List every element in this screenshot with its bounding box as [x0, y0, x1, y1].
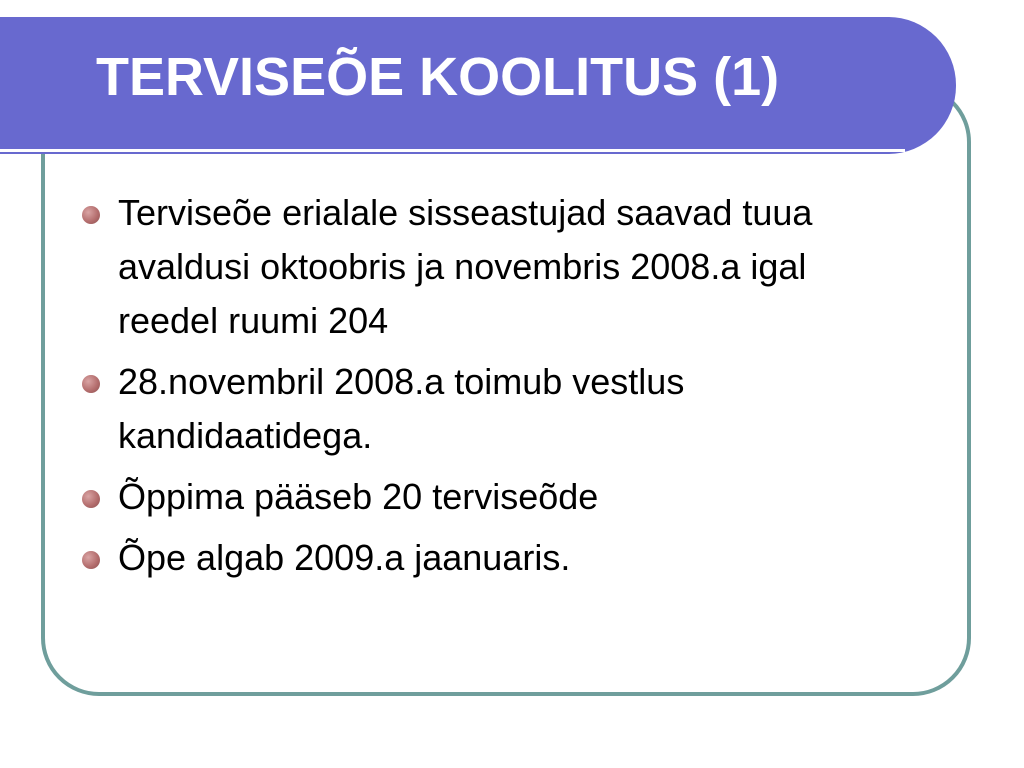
title-underline [0, 149, 905, 152]
slide-title: TERVISEÕE KOOLITUS (1) [96, 47, 780, 107]
bullet-text: Õpe algab 2009.a jaanuaris. [118, 537, 571, 578]
bullet-item [82, 470, 902, 524]
bullet-dot-icon [82, 490, 100, 508]
bullet-text: Terviseõe erialale sisseastujad saavad tuua avaldusi oktoobris ja novembris 2008.a igal reedel ruumi 204 [118, 192, 813, 341]
bullet-list [82, 186, 902, 592]
bullet-item [82, 531, 902, 585]
bullet-text: 28.novembril 2008.a toimub vestlus kandidaatidega. [118, 361, 685, 456]
bullet-dot-icon [82, 551, 100, 569]
bullet-dot-icon [82, 206, 100, 224]
bullet-dot-icon [82, 375, 100, 393]
bullet-item [82, 186, 902, 348]
bullet-text: Õppima pääseb 20 terviseõde [118, 476, 599, 517]
bullet-item [82, 355, 902, 463]
